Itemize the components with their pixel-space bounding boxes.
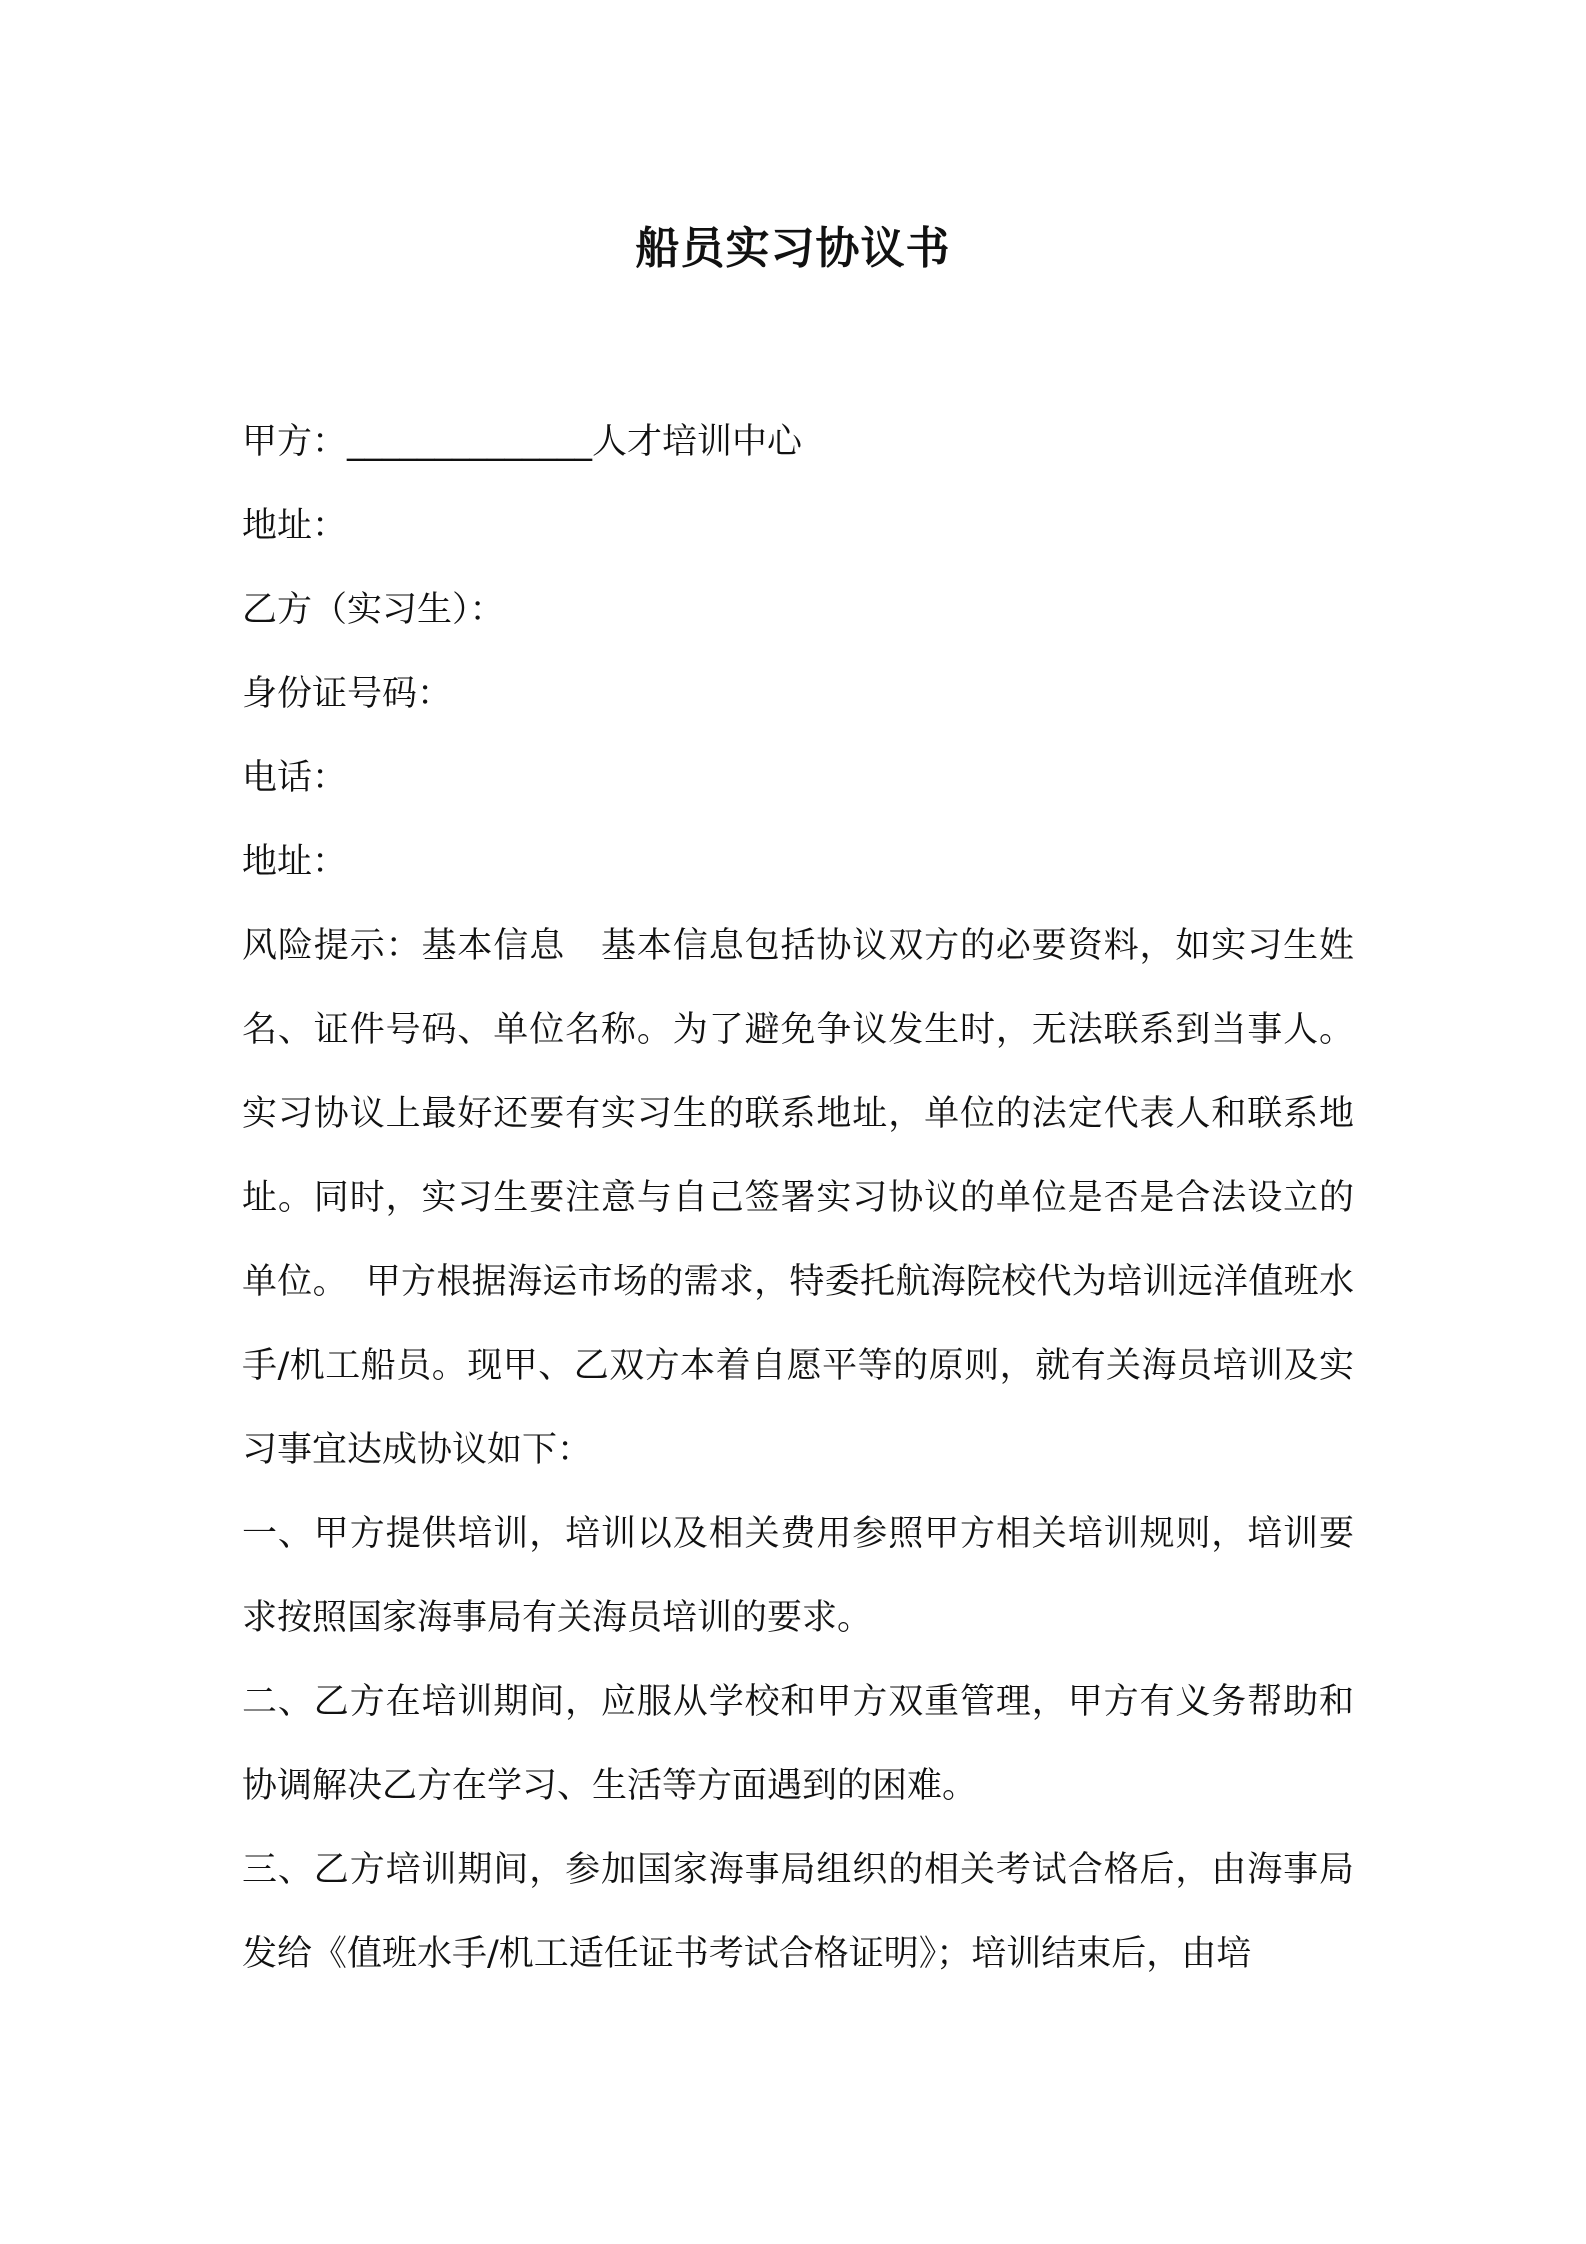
clause-3: 三、乙方培训期间，参加国家海事局组织的相关考试合格后，由海事局发给《值班水手/机工适任证书考试合格证明》；培训结束后，由培 — [242, 1850, 1354, 1974]
id-number-field: 身份证号码： — [242, 674, 453, 714]
party-b-field: 乙方（实习生）： — [242, 590, 505, 630]
clause-1: 一、甲方提供培训，培训以及相关费用参照甲方相关培训规则，培训要求按照国家海事局有关海员培训的要求。 — [242, 1514, 1354, 1638]
clause-2: 二、乙方在培训期间，应服从学校和甲方双重管理，甲方有义务帮助和协调解决乙方在学习、生活等方面遇到的困难。 — [242, 1682, 1354, 1806]
document-body — [242, 400, 1354, 1996]
party-a-field: 甲方：______________人才培训中心 — [242, 422, 803, 462]
risk-notice-paragraph: 风险提示：基本信息 基本信息包括协议双方的必要资料，如实习生姓名、证件号码、单位名称。为了避免争议发生时，无法联系到当事人。实习协议上最好还要有实习生的联系地址，单位的法定代表人和联系地址。同时，实习生要注意与自己签署实习协议的单位是否是合法设立的单位。 甲方根据海运市场的需求，特委托航海院校代为培训远洋值班水手/机工船员。现甲、乙双方本着自愿平等的原则，就有关海员培训及实习事宜达成协议如下： — [242, 926, 1354, 1470]
phone-field: 电话： — [242, 758, 348, 798]
document-title: 船员实习协议书 — [635, 223, 951, 274]
party-b-address-field: 地址： — [242, 842, 348, 882]
party-a-address-field: 地址： — [242, 506, 348, 546]
